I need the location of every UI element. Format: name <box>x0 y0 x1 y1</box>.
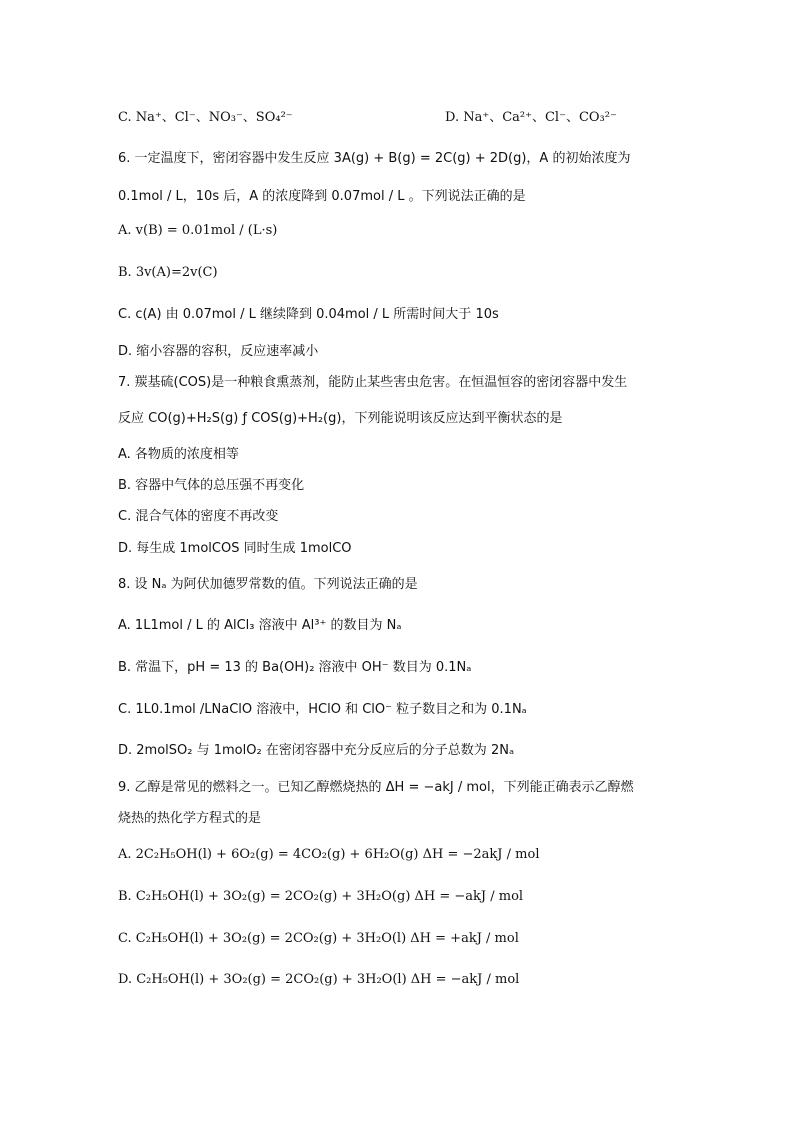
q9-stem-line2: 烧热的热化学方程式的是 <box>118 811 262 826</box>
q6-stem-line2: 0.1mol / L，10s 后，A 的浓度降到 0.07mol / L 。下列说法正确的是 <box>118 189 526 204</box>
q6-option-c: C. c(A) 由 0.07mol / L 继续降到 0.04mol / L 所需时间大于 10s <box>118 307 499 322</box>
q7-option-b: B. 容器中气体的总压强不再变化 <box>118 478 305 493</box>
q8-option-d: D. 2molSO₂ 与 1molO₂ 在密闭容器中充分反应后的分子总数为 2Nₐ <box>118 743 515 758</box>
q7-stem-line2: 反应 CO(g)+H₂S(g) ƒ COS(g)+H₂(g)，下列能说明该反应达到平衡状态的是 <box>118 411 563 426</box>
q6-option-a: A. v(B) = 0.01mol / (L·s) <box>118 223 278 238</box>
q7-option-a: A. 各物质的浓度相等 <box>118 447 239 462</box>
q5-option-c: C. Na⁺、Cl⁻、NO₃⁻、SO₄²⁻ <box>118 110 293 125</box>
q6-option-b: B. 3v(A)=2v(C) <box>118 265 218 280</box>
q7-option-d: D. 每生成 1molCOS 同时生成 1molCO <box>118 541 352 556</box>
q8-option-a: A. 1L1mol / L 的 AlCl₃ 溶液中 Al³⁺ 的数目为 Nₐ <box>118 618 402 633</box>
q5-option-d: D. Na⁺、Ca²⁺、Cl⁻、CO₃²⁻ <box>445 110 617 125</box>
q6-option-d: D. 缩小容器的容积，反应速率减小 <box>118 344 319 359</box>
q9-option-a: A. 2C₂H₅OH(l) + 6O₂(g) = 4CO₂(g) + 6H₂O(g) ΔH = −2akJ / mol <box>118 847 540 862</box>
q8-option-b: B. 常温下，pH = 13 的 Ba(OH)₂ 溶液中 OH⁻ 数目为 0.1Nₐ <box>118 660 472 675</box>
q8-stem: 8. 设 Nₐ 为阿伏加德罗常数的值。下列说法正确的是 <box>118 577 418 592</box>
q9-option-d: D. C₂H₅OH(l) + 3O₂(g) = 2CO₂(g) + 3H₂O(l) ΔH = −akJ / mol <box>118 972 520 987</box>
q9-option-c: C. C₂H₅OH(l) + 3O₂(g) = 2CO₂(g) + 3H₂O(l) ΔH = +akJ / mol <box>118 931 519 946</box>
q9-stem-line1: 9. 乙醇是常见的燃料之一。已知乙醇燃烧热的 ΔH = −akJ / mol，下列能正确表示乙醇燃 <box>118 780 634 795</box>
q6-stem-line1: 6. 一定温度下，密闭容器中发生反应 3A(g) + B(g) = 2C(g) + 2D(g)，A 的初始浓度为 <box>118 151 631 166</box>
q7-option-c: C. 混合气体的密度不再改变 <box>118 509 279 524</box>
q9-option-b: B. C₂H₅OH(l) + 3O₂(g) = 2CO₂(g) + 3H₂O(g) ΔH = −akJ / mol <box>118 889 524 904</box>
q7-stem-line1: 7. 羰基硫(COS)是一种粮食熏蒸剂，能防止某些害虫危害。在恒温恒容的密闭容器中发生 <box>118 375 628 390</box>
q8-option-c: C. 1L0.1mol /LNaClO 溶液中，HClO 和 ClO⁻ 粒子数目之和为 0.1Nₐ <box>118 702 527 717</box>
